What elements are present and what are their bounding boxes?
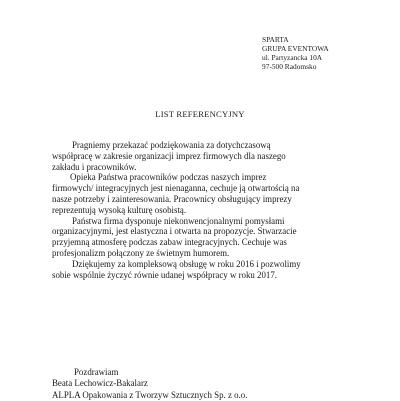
paragraph-line: współpracę w zakresie organizacji imprez firmowych dla naszego [52,150,286,161]
letter-body [52,140,368,280]
paragraph-line: zakładu i pracowników. [52,161,137,172]
paragraph-line: Państwa firma dysponuje niekonwencjonalnymi pomysłami [72,215,285,226]
paragraph-closing-thanks [52,259,368,281]
signature-company: ALPLA Opakowania z Tworzyw Sztucznych Sp. z o.o. [52,389,248,400]
signature-block [52,367,247,401]
paragraph-line: Dziękujemy za kompleksową obsługę w roku 2016 i pozwolimy [72,258,301,269]
addressee-street: ul. Partyzancka 10A [262,53,323,62]
paragraph-line: firmowych/ integracyjnych jest nienaganna, cechuje ją otwartością na [52,183,300,194]
paragraph-line: Opieka Państwa pracowników podczas naszych imprez [70,172,267,183]
paragraph-line: Pragniemy przekazać podziękowania za dotychczasową [72,140,271,150]
paragraph-line: przyjemną atmosferę podczas zabaw integracyjnych. Cechuje was [52,237,287,248]
paragraph-line: sobie wspólnie życzyć równie udanej współpracy w roku 2017. [52,269,278,280]
paragraph-line: profesjonalizm połączony ze świetnym humorem. [52,247,230,258]
paragraph-care [52,172,368,215]
addressee-group: GRUPA EVENTOWA [262,44,329,53]
letter-title: LIST REFERENCYJNY [155,109,245,119]
paragraph-company [52,216,368,259]
paragraph-line: organizacyjnymi, jest elastyczna i otwarta na propozycje. Stwarzacie [52,226,297,237]
signature-closing: Pozdrawiam [74,367,119,377]
signature-name: Beata Lechowicz-Bakalarz [52,378,148,389]
paragraph-line: reprezentują wysoką kulturę osobistą. [52,204,187,215]
paragraph-line: nasze potrzeby i zainteresowania. Pracownicy obsługujący imprezy [52,193,292,204]
addressee-city: 97-500 Radomsko [262,62,317,71]
addressee-name: SPARTA [262,35,289,44]
addressee-block [262,35,329,71]
paragraph-thanks [52,140,368,172]
